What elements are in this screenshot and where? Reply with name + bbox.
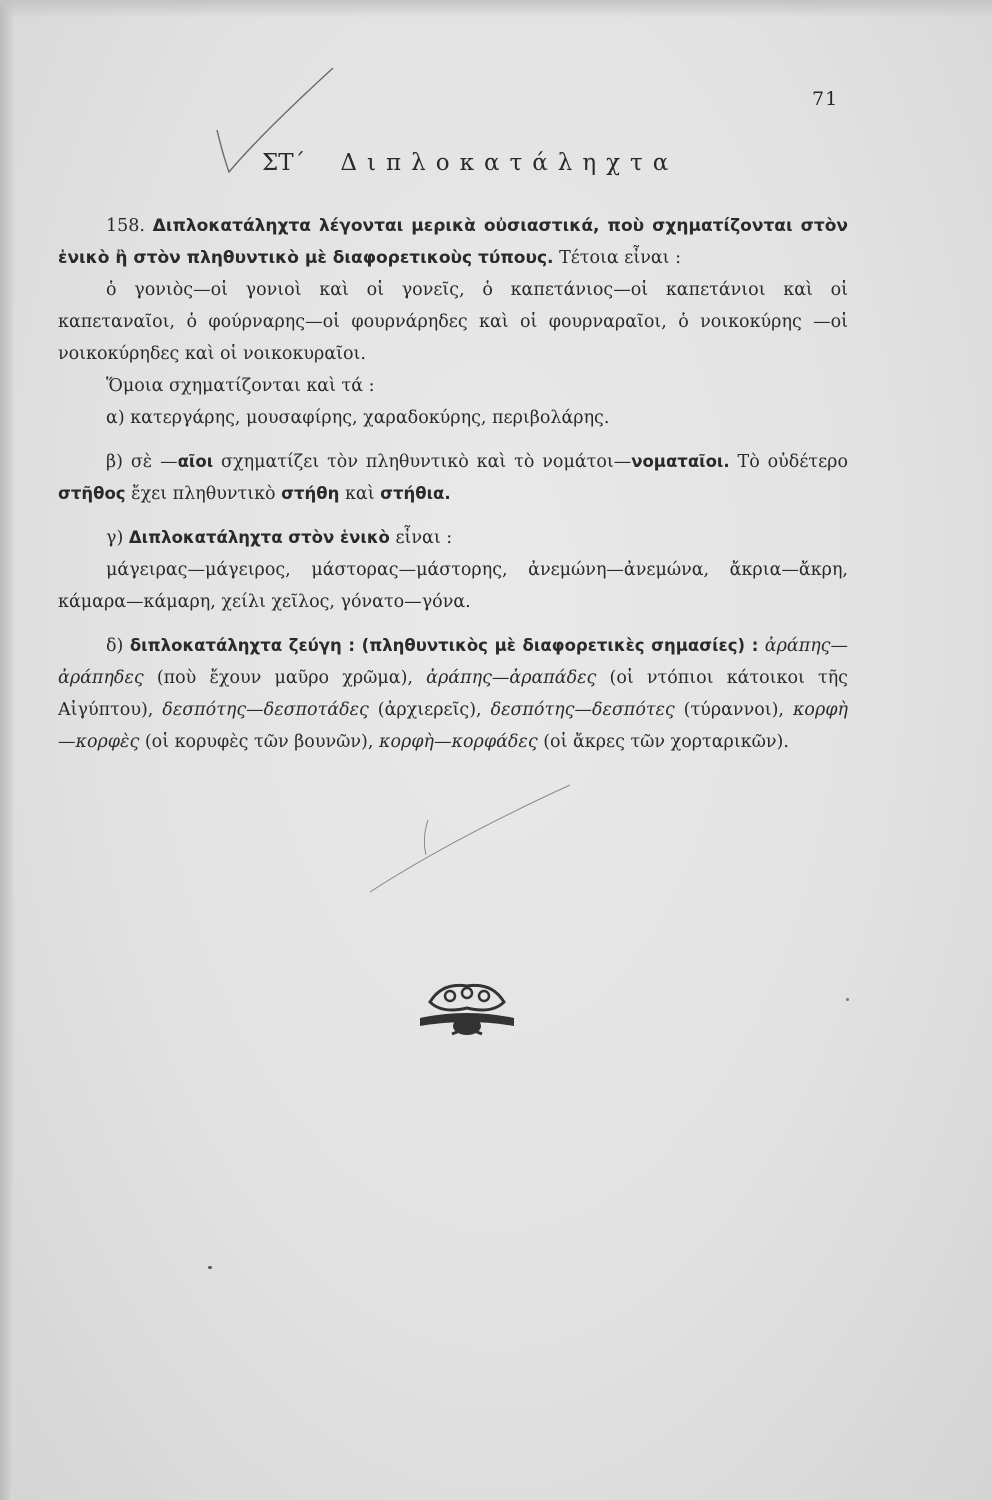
item-d-example: ἀράπης—ἀράπηδες <box>58 636 848 688</box>
paragraph-158 <box>58 210 848 274</box>
paragraph-lead-tail: Τέτοια εἶναι : <box>559 248 681 268</box>
item-a-label: α) <box>106 408 125 428</box>
item-d-bold: διπλοκατάληχτα ζεύγη : (πληθυντικὸς μὲ διαφορετικὲς σημασίες) : <box>129 636 759 655</box>
item-b-bold: αῖοι <box>177 452 214 471</box>
item-b-label: β) <box>106 452 123 472</box>
decorative-ornament-icon <box>412 978 522 1040</box>
item-d-gloss: (οἱ κορυφὲς τῶν βουνῶν), <box>144 732 374 752</box>
item-d-gloss: (τύραννοι), <box>683 700 784 720</box>
item-d-gloss: (ποὺ ἔχουν μαῦρο χρῶμα), <box>156 668 413 688</box>
item-b-text: ἔχει πληθυντικὸ <box>131 484 276 504</box>
paragraph-lead-bold: Διπλοκατάληχτα λέγονται μερικὰ οὐσιαστικά, ποὺ σχηματίζονται στὸν ἑνικὸ ἢ στὸν πληθυντικὸ μὲ διαφορετικοὺς τύπους. <box>58 216 848 268</box>
item-d-gloss: (οἱ ντόπιοι κάτοικοι τῆς Αἰγύπτου), <box>58 668 848 720</box>
item-g-label: γ) <box>106 528 124 548</box>
paragraph-number: 158. <box>106 216 145 236</box>
item-b <box>58 446 848 510</box>
item-g-examples: μάγειρας—μάγειρος, μάστορας—μάστορης, ἀνεμώνη—ἀνεμώνα, ἄκρια—ἄκρη, κάμαρα—κάμαρη, χείλι χεῖλος, γόνατο—γόνα. <box>58 560 848 612</box>
item-a <box>58 402 848 434</box>
item-b-text: σὲ — <box>130 452 178 472</box>
item-d <box>58 630 848 758</box>
item-g <box>58 522 848 554</box>
item-b-text: καὶ <box>344 484 375 504</box>
paper-speck <box>846 998 849 1001</box>
section-title: Διπλοκατάληχτα <box>340 150 679 176</box>
item-d-gloss: (οἱ ἄκρες τῶν χορταρικῶν). <box>543 732 789 752</box>
item-b-text: Τὸ οὐδέτερο <box>737 452 848 472</box>
item-a-text: κατεργάρης, μουσαφίρης, χαραδοκύρης, περιβολάρης. <box>130 408 610 428</box>
page-number: 71 <box>812 88 839 110</box>
top-edge-shadow <box>0 0 992 18</box>
item-d-gloss: (ἀρχιερεῖς), <box>377 700 482 720</box>
item-b-bold: στῆθος <box>58 484 126 503</box>
binding-shadow <box>0 0 14 1500</box>
item-b-bold: νοματαῖοι. <box>631 452 730 471</box>
item-g-rest: εἶναι : <box>395 528 453 548</box>
item-b-bold: στήθια. <box>380 484 451 503</box>
section-number: ΣΤ΄ <box>262 150 306 176</box>
item-d-label: δ) <box>106 636 124 656</box>
item-b-bold: στήθη <box>281 484 340 503</box>
section-heading <box>262 150 678 176</box>
body-text <box>58 210 848 758</box>
pen-stroke-mark <box>360 780 580 900</box>
item-g-bold: Διπλοκατάληχτα στὸν ἑνικὸ <box>128 528 390 547</box>
item-d-example: κορφὴ—κορφάδες <box>378 732 538 752</box>
item-d-example: κορφὴ—κορφὲς <box>58 700 848 752</box>
item-d-example: δεσπότης—δεσπότες <box>490 700 675 720</box>
item-b-text: σχηματίζει τὸν πληθυντικὸ καὶ τὸ νομάτοι— <box>221 452 632 472</box>
paper-speck <box>208 1266 212 1269</box>
item-d-example: δεσπότης—δεσποτάδες <box>162 700 369 720</box>
item-d-example: ἀράπης—ἀραπάδες <box>426 668 597 688</box>
examples-paragraph: ὁ γονιὸς—οἱ γονιοὶ καὶ οἱ γονεῖς, ὁ καπετάνιος—οἱ καπετάνιοι καὶ οἱ καπεταναῖοι, ὁ φούρναρης—οἱ φουρνάρηδες καὶ οἱ φουρναραῖοι, ὁ νοικοκύρης —οἱ νοικοκύρηδες καὶ οἱ νοικοκυραῖοι. <box>58 280 848 364</box>
similar-intro: Ὅμοια σχηματίζονται καὶ τά : <box>106 376 375 396</box>
